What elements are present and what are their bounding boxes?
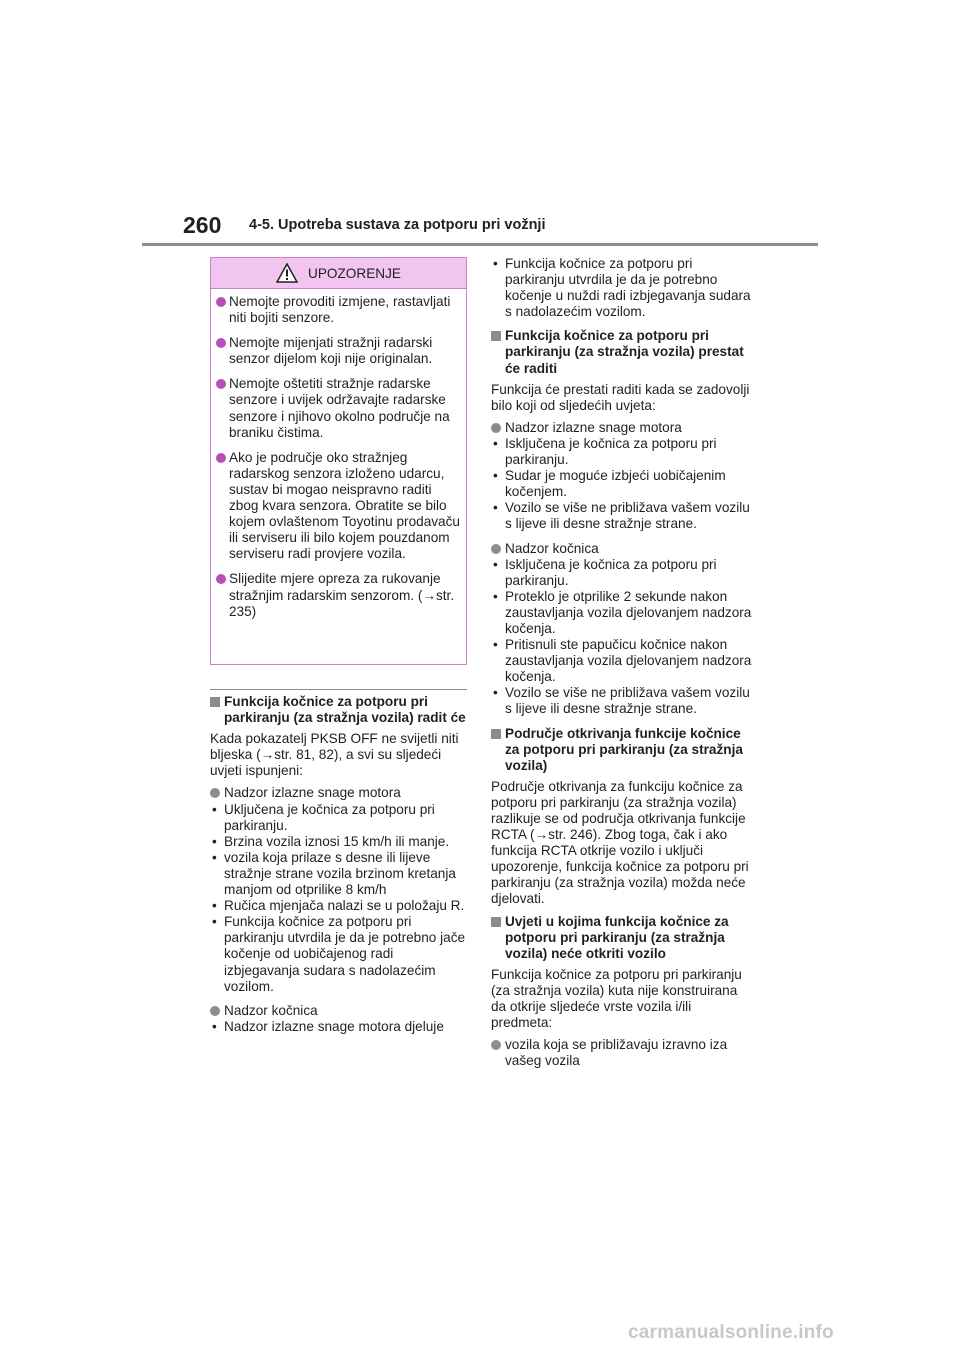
watermark: carmanualsonline.info — [628, 1322, 834, 1343]
list-item: • Isključena je kočnica za potporu pri parkiranju. — [491, 436, 753, 468]
warning-triangle-icon — [276, 263, 298, 283]
group-title: Nadzor izlazne snage motora — [491, 420, 753, 436]
list-item: • Brzina vozila iznosi 15 km/h ili manje. — [210, 834, 472, 850]
bullet-icon — [491, 544, 501, 554]
warning-item: Slijedite mjere opreza za rukovanje stražnjim radarskim senzorom. (→str. 235) — [215, 571, 460, 619]
section-heading: Funkcija kočnice za potporu pri parkiranju (za stražnja vozila) prestat će raditi — [491, 328, 753, 376]
bullet-icon — [491, 423, 501, 433]
group-title: Nadzor kočnica — [491, 541, 753, 557]
warning-item: Nemojte mijenjati stražnji radarski senzor dijelom koji nije originalan. — [215, 335, 460, 367]
warning-item: Nemojte provoditi izmjene, rastavljati niti bojiti senzore. — [215, 294, 460, 326]
chapter-title: 4-5. Upotreba sustava za potporu pri vožnji — [249, 217, 546, 233]
condition-group — [210, 785, 472, 994]
group-title: Nadzor kočnica — [210, 1003, 472, 1019]
bullet-icon — [216, 379, 226, 389]
bullet-icon — [210, 1006, 220, 1016]
list-item: • Vozilo se više ne približava vašem vozilu s lijeve ili desne stražnje strane. — [491, 685, 753, 717]
left-column — [210, 694, 472, 1043]
list-item: • Ručica mjenjača nalazi se u položaju R. — [210, 898, 472, 914]
paragraph: Funkcija kočnice za potporu pri parkiranju (za stražnja vozila) kuta nije konstruirana da otkrije sljedeće vrste vozila i/ili predmeta: — [491, 966, 742, 1031]
bullet-icon — [216, 574, 226, 584]
list-item: • Pritisnuli ste papučicu kočnice nakon zaustavljanja vozila djelovanjem nadzora kočenja. — [491, 637, 753, 685]
list-item: • Isključena je kočnica za potporu pri parkiranju. — [491, 557, 753, 589]
list-item: • vozila koja prilaze s desne ili lijeve stražnje strane vozila brzinom kretanja manjom od otprilike 8 km/h — [210, 850, 472, 898]
paragraph: Područje otkrivanja za funkciju kočnice za potporu pri parkiranju (za stražnja vozila) razlikuje se od područja otkrivanja funkcije RCTA (→str. 246). Zbog toga, čak i ako funkcija RCTA otkrije vozilo i uključi upozorenje, funkcija kočnice za potporu pri parkiranju (za stražnja vozila) možda neće djelovati. — [491, 778, 749, 907]
condition-group — [210, 1003, 472, 1035]
section-heading: Uvjeti u kojima funkcija kočnice za potporu pri parkiranju (za stražnja vozila) neće otkriti vozilo — [491, 914, 753, 962]
right-column — [491, 256, 753, 1069]
bullet-icon — [216, 453, 226, 463]
list-item: • Uključena je kočnica za potporu pri parkiranju. — [210, 802, 472, 834]
warning-header — [211, 258, 466, 289]
square-bullet-icon — [491, 331, 501, 341]
section-heading: Funkcija kočnice za potporu pri parkiranju (za stražnja vozila) radit će — [210, 694, 472, 726]
warning-box — [210, 257, 467, 665]
section-heading: Područje otkrivanja funkcije kočnice za potporu pri parkiranju (za stražnja vozila) — [491, 726, 753, 774]
header-rule — [142, 243, 818, 246]
warning-item: Ako je područje oko stražnjeg radarskog senzora izloženo udarcu, sustav bi mogao neispravno raditi zbog kvara senzora. Obratite se bilo kojem ovlaštenom Toyotinu prodavaču ili serviseru ili bilo kojem pouzdanom serviseru radi provjere vozila. — [215, 450, 460, 563]
list-item: • Vozilo se više ne približava vašem vozilu s lijeve ili desne stražnje strane. — [491, 500, 753, 532]
group-title: Nadzor izlazne snage motora — [210, 785, 472, 801]
square-bullet-icon — [210, 697, 220, 707]
section-rule — [210, 689, 467, 690]
list-item: • Sudar je moguće izbjeći uobičajenim kočenjem. — [491, 468, 753, 500]
list-item: • Funkcija kočnice za potporu pri parkiranju utvrdila je da je potrebno jače kočenje od uobičajenog radi izbjegavanja sudara s nadolazećim vozilom. — [210, 914, 472, 994]
warning-body — [211, 289, 466, 620]
bullet-icon — [491, 1040, 501, 1050]
condition-group — [491, 541, 753, 718]
warning-title: UPOZORENJE — [308, 265, 401, 281]
condition-group — [491, 420, 753, 533]
bullet-icon — [210, 788, 220, 798]
square-bullet-icon — [491, 729, 501, 739]
list-item: • Funkcija kočnice za potporu pri parkiranju utvrdila je da je potrebno kočenje u nuždi radi izbjegavanja sudara s nadolazećim vozilom. — [491, 256, 753, 320]
paragraph: Funkcija će prestati raditi kada se zadovolji bilo koji od sljedećih uvjeta: — [491, 381, 750, 413]
warning-item: Nemojte oštetiti stražnje radarske senzore i uvijek održavajte radarske senzore i njihovo okolno područje na braniku čistima. — [215, 376, 460, 440]
bullet-icon — [216, 338, 226, 348]
list-item: • Proteklo je otprilike 2 sekunde nakon zaustavljanja vozila djelovanjem nadzora kočenja. — [491, 589, 753, 637]
bullet-icon — [216, 297, 226, 307]
condition-group — [491, 256, 753, 320]
list-item: vozila koja se približavaju izravno iza vašeg vozila — [491, 1037, 753, 1069]
paragraph: Kada pokazatelj PKSB OFF ne svijetli niti bljeska (→str. 81, 82), a svi su sljedeći uvjeti ispunjeni: — [210, 731, 459, 779]
square-bullet-icon — [491, 917, 501, 927]
list-item: • Nadzor izlazne snage motora djeluje — [210, 1019, 472, 1035]
page-number: 260 — [183, 212, 222, 238]
